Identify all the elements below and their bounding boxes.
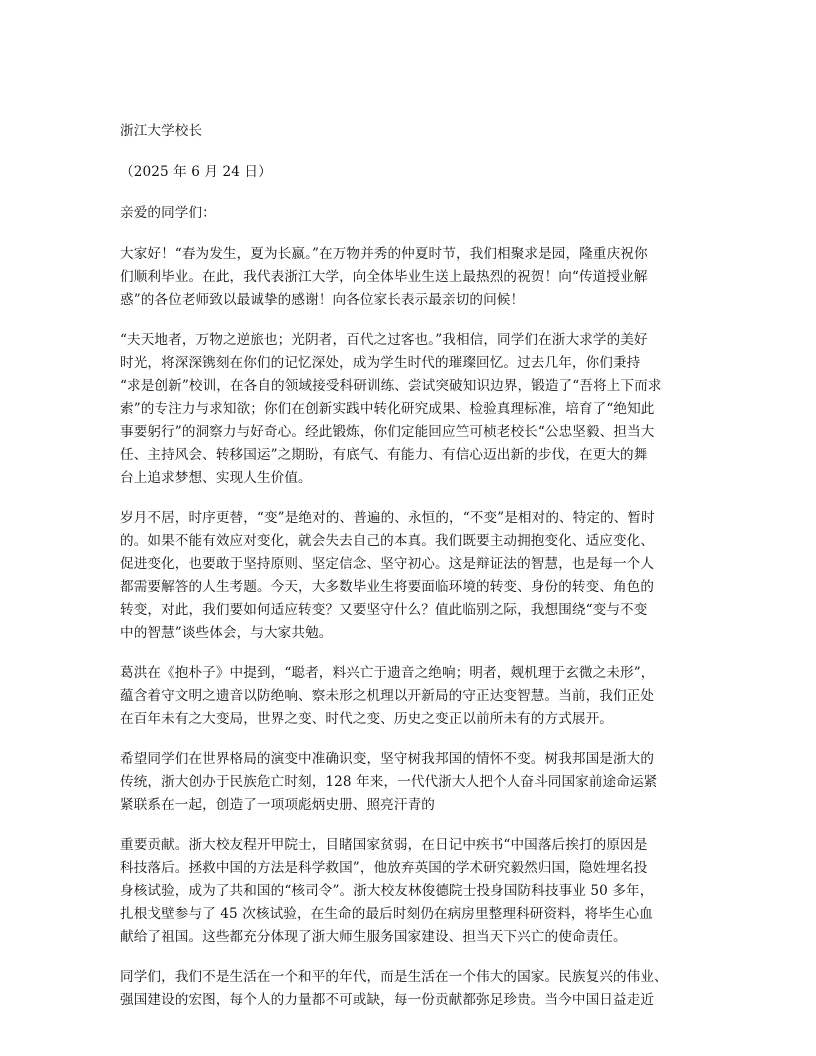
paragraph-line: 献给了祖国。这些都充分体现了浙大师生服务国家建设、担当天下兴亡的使命责任。 bbox=[120, 929, 627, 945]
paragraph-line: 科技落后。拯救中国的方法是科学救国”，他放弃英国的学术研究毅然归国，隐姓埋名投 bbox=[120, 860, 648, 876]
speech-date: （2025 年 6 月 24 日） bbox=[120, 164, 272, 180]
salutation: 亲爱的同学们： bbox=[120, 205, 216, 221]
paragraph-line: 希望同学们在世界格局的演变中准确识变，坚守树我邦国的情怀不变。树我邦国是浙大的 bbox=[120, 751, 655, 767]
paragraph-line: 大家好！“春为发生，夏为长嬴。”在万物并秀的仲夏时节，我们相聚求是园，隆重庆祝你 bbox=[120, 246, 648, 262]
paragraph-line: 在百年未有之大变局，世界之变、时代之变、历史之变正以前所未有的方式展开。 bbox=[120, 711, 613, 727]
paragraph-line: 中的智慧”谈些体会，与大家共勉。 bbox=[120, 625, 333, 641]
paragraph-line: 们顺利毕业。在此，我代表浙江大学，向全体毕业生送上最热烈的祝贺！向“传道授业解 bbox=[120, 269, 648, 285]
paragraph-line: 紧联系在一起，创造了一项项彪炳史册、照亮汗青的 bbox=[120, 797, 435, 813]
paragraph-line: 葛洪在《抱朴子》中提到，“聪者，料兴亡于遗音之绝响；明者，觌机理于玄微之未形”， bbox=[120, 665, 655, 681]
paragraph-line: 扎根戈壁参与了 45 次核试验，在生命的最后时刻仍在病房里整理科研资料，将毕生心血 bbox=[120, 906, 654, 922]
paragraph-line: 蕴含着守文明之遗音以防绝响、察未形之机理以开新局的守正达变智慧。当前，我们正处 bbox=[120, 688, 655, 704]
paragraph-line: 传统，浙大创办于民族危亡时刻，128 年来，一代代浙大人把个人奋斗同国家前途命运紧 bbox=[120, 774, 658, 790]
paragraph-line: 岁月不居，时序更替，“变”是绝对的、普遍的、永恒的，“不变”是相对的、特定的、暂时 bbox=[120, 510, 655, 526]
paragraph-line: 促进变化，也要敢于坚持原则、坚定信念、坚守初心。这是辩证法的智慧，也是每一个人 bbox=[120, 556, 655, 572]
paragraph-6 bbox=[120, 834, 696, 949]
paragraph-line: 重要贡献。浙大校友程开甲院士，目睹国家贫弱，在日记中疾书“中国落后挨打的原因是 bbox=[120, 837, 648, 853]
paragraph-line: 时光，将深深镌刻在你们的记忆深处，成为学生时代的璀璨回忆。过去几年，你们秉持 bbox=[120, 355, 641, 371]
paragraph-line: 都需要解答的人生考题。今天，大多数毕业生将要面临环境的转变、身份的转变、角色的 bbox=[120, 579, 655, 595]
paragraph-line: 身核试验，成为了共和国的“核司令”。浙大校友林俊德院士投身国防科技事业 50 多年， bbox=[120, 883, 654, 899]
paragraph-2 bbox=[120, 329, 696, 490]
paragraph-4 bbox=[120, 662, 696, 731]
paragraph-5 bbox=[120, 748, 696, 817]
paragraph-1 bbox=[120, 243, 696, 312]
paragraph-line: 转变，对此，我们要如何适应转变？又要坚守什么？值此临别之际，我想围绕“变与不变 bbox=[120, 602, 648, 618]
paragraph-line: “求是创新”校训，在各自的领域接受科研训练、尝试突破知识边界，锻造了“吾将上下而求 bbox=[120, 378, 662, 394]
paragraph-7 bbox=[120, 966, 696, 1012]
paragraph-line: 索”的专注力与求知欲；你们在创新实践中转化研究成果、检验真理标准，培育了“绝知此 bbox=[120, 401, 655, 417]
paragraph-line: 的。如果不能有效应对变化，就会失去自己的本真。我们既要主动拥抱变化、适应变化、 bbox=[120, 533, 655, 549]
document-page bbox=[120, 120, 696, 1029]
paragraph-3 bbox=[120, 507, 696, 645]
paragraph-line: 台上追求梦想、实现人生价值。 bbox=[120, 470, 312, 486]
paragraph-line: “夫天地者，万物之逆旅也；光阴者，百代之过客也。”我相信，同学们在浙大求学的美好 bbox=[120, 332, 648, 348]
author-title: 浙江大学校长 bbox=[120, 123, 203, 139]
paragraph-line: 任、主持风会、转移国运”之期盼，有底气、有能力、有信心迈出新的步伐，在更大的舞 bbox=[120, 447, 648, 463]
paragraph-line: 事要躬行”的洞察力与好奇心。经此锻炼，你们定能回应竺可桢老校长“公忠坚毅、担当大 bbox=[120, 424, 655, 440]
paragraph-line: 惑”的各位老师致以最诚挚的感谢！向各位家长表示最亲切的问候！ bbox=[120, 292, 525, 308]
paragraph-line: 强国建设的宏图，每个人的力量都不可或缺，每一份贡献都弥足珍贵。当今中国日益走近 bbox=[120, 992, 655, 1008]
paragraph-line: 同学们，我们不是生活在一个和平的年代，而是生活在一个伟大的国家。民族复兴的伟业、 bbox=[120, 969, 668, 985]
